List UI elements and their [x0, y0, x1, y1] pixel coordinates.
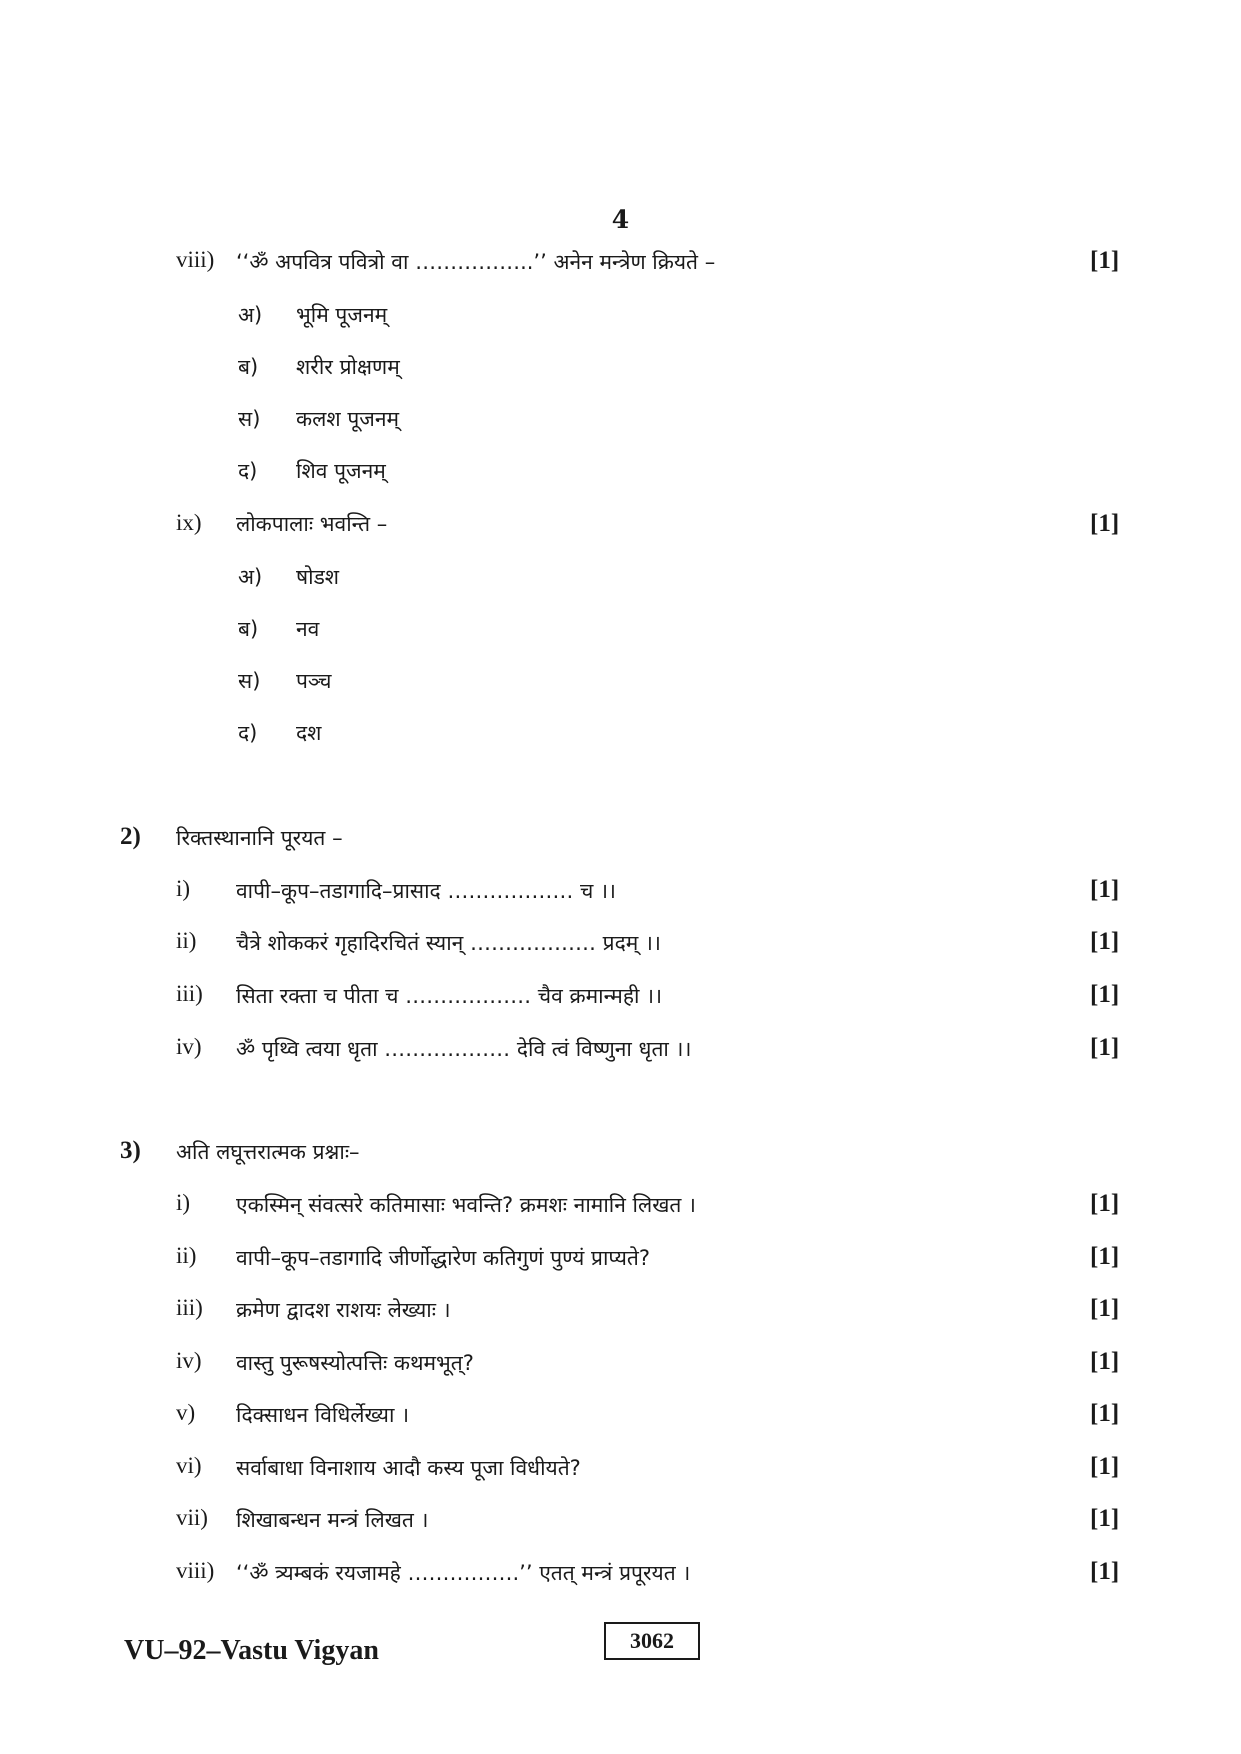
marks-label: [1]	[1090, 1190, 1120, 1217]
question-number: i)	[176, 876, 191, 901]
question-text: लोकपालाः भवन्ति –	[236, 512, 388, 536]
question-number: ii)	[176, 1243, 197, 1268]
option-label: अ)	[238, 565, 263, 589]
option-label: स)	[238, 407, 261, 431]
question-text: दिक्साधन विधिर्लेख्या ।	[236, 1403, 410, 1427]
subject-code-footer: VU–92–Vastu Vigyan	[124, 1635, 379, 1666]
question-text: एकस्मिन् संवत्सरे कतिमासाः भवन्ति? क्रमशः नामानि लिखत ।	[236, 1193, 697, 1217]
section-number: 3)	[120, 1137, 141, 1164]
question-text: शिखाबन्धन मन्त्रं लिखत ।	[236, 1508, 429, 1532]
marks-label: [1]	[1090, 981, 1120, 1008]
option-text: नव	[296, 617, 320, 641]
option-text: भूमि पूजनम्	[296, 303, 388, 327]
question-text: सर्वाबाधा विनाशाय आदौ कस्य पूजा विधीयते?	[236, 1456, 581, 1480]
marks-label: [1]	[1090, 247, 1120, 274]
marks-label: [1]	[1090, 1400, 1120, 1427]
page-number: 4	[611, 205, 630, 234]
option-text: शरीर प्रोक्षणम्	[296, 355, 400, 379]
question-text: क्रमेण द्वादश राशयः लेख्याः ।	[236, 1298, 451, 1322]
question-number: viii)	[176, 247, 215, 272]
section-number: 2)	[120, 823, 141, 850]
option-text: शिव पूजनम्	[296, 459, 386, 483]
marks-label: [1]	[1090, 1348, 1120, 1375]
marks-label: [1]	[1090, 510, 1120, 537]
question-text: वापी–कूप–तडागादि जीर्णोद्धारेण कतिगुणं पुण्यं प्राप्यते?	[236, 1246, 650, 1270]
option-label: स)	[238, 669, 261, 693]
question-number: iv)	[176, 1034, 202, 1059]
question-number: iii)	[176, 981, 203, 1006]
question-number: vi)	[176, 1453, 202, 1478]
marks-label: [1]	[1090, 1558, 1120, 1585]
question-number: ix)	[176, 510, 202, 535]
question-number: viii)	[176, 1558, 215, 1583]
question-text: चैत्रे शोककरं गृहादिरचितं स्यान् ……………… प्रदम् ।।	[236, 931, 661, 955]
option-text: षोडश	[296, 565, 340, 589]
question-number: ii)	[176, 928, 197, 953]
section-title: अति लघूत्तरात्मक प्रश्नाः–	[176, 1140, 360, 1164]
question-text: वास्तु पुरूषस्योत्पत्तिः कथमभूत्?	[236, 1351, 474, 1375]
question-number: iii)	[176, 1295, 203, 1320]
option-text: कलश पूजनम्	[296, 407, 400, 431]
marks-label: [1]	[1090, 1243, 1120, 1270]
option-label: द)	[238, 721, 258, 745]
question-text: सिता रक्ता च पीता च ……………… चैव क्रमान्मही ।।	[236, 984, 663, 1008]
question-text: ‘‘ॐ अपवित्र पवित्रो वा ……………..’’ अनेन मन्त्रेण क्रियते –	[236, 250, 716, 274]
question-text: ॐ पृथ्वि त्वया धृता ……………… देवि त्वं विष्णुना धृता ।।	[236, 1037, 692, 1061]
question-number: iv)	[176, 1348, 202, 1373]
option-label: ब)	[238, 355, 259, 379]
question-text: ‘‘ॐ त्र्यम्बकं रयजामहे …………….’’ एतत् मन्त्रं प्रपूरयत ।	[236, 1561, 691, 1585]
marks-label: [1]	[1090, 876, 1120, 903]
section-title: रिक्तस्थानानि पूरयत –	[176, 826, 343, 850]
marks-label: [1]	[1090, 1505, 1120, 1532]
marks-label: [1]	[1090, 1453, 1120, 1480]
option-label: द)	[238, 459, 258, 483]
option-label: ब)	[238, 617, 259, 641]
question-number: vii)	[176, 1505, 208, 1530]
question-number: i)	[176, 1190, 191, 1215]
marks-label: [1]	[1090, 1034, 1120, 1061]
question-text: वापी–कूप–तडागादि–प्रासाद ……………… च ।।	[236, 879, 616, 903]
marks-label: [1]	[1090, 928, 1120, 955]
marks-label: [1]	[1090, 1295, 1120, 1322]
option-text: पञ्च	[296, 669, 332, 693]
paper-code-box: 3062	[604, 1622, 700, 1660]
option-label: अ)	[238, 303, 263, 327]
question-number: v)	[176, 1400, 196, 1425]
option-text: दश	[296, 721, 322, 745]
